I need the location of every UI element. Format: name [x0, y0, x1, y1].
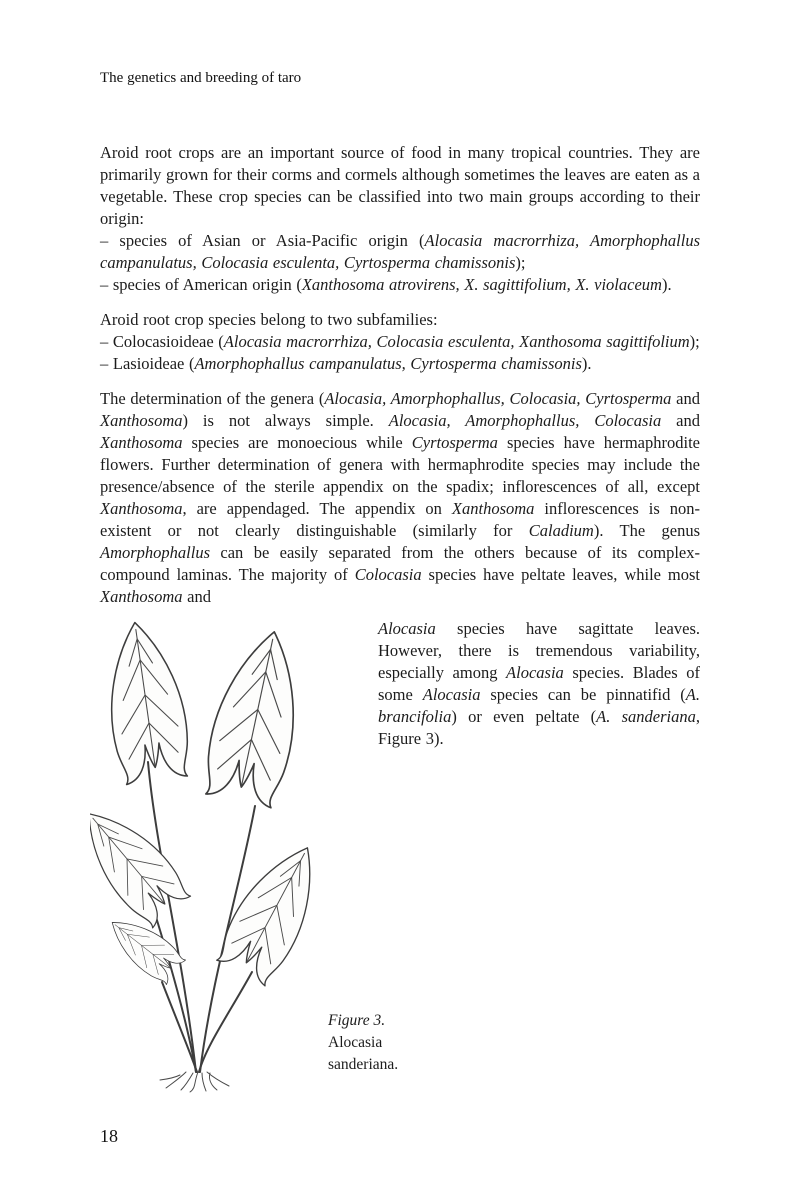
list-item-american-origin: – species of American origin (Xanthosoma atrovirens, X. sagittifolium, X. violaceum). — [100, 275, 672, 294]
figure-caption-label: Figure 3. — [328, 1012, 386, 1029]
figure-caption-genus: Alocasia — [328, 1034, 383, 1051]
paragraph-sagittate-leaves: Alocasia species have sagittate leaves. However, there is tremendous variability, especially among Alocasia species. Blades of some Alocasia species can be pinnatifid (A. brancifolia) or even peltate (A. sanderiana, Figure 3). — [378, 619, 700, 748]
list-item-colocasioideae: – Colocasioideae (Alocasia macrorrhiza, Colocasia esculenta, Xanthosoma sagittifolium); — [100, 332, 700, 351]
list-item-lasioideae: – Lasioideae (Amorphophallus campanulatus, Cyrtosperma chamissonis). — [100, 354, 592, 373]
figure-caption — [328, 1010, 398, 1076]
list-item-asian-origin: – species of Asian or Asia-Pacific origin (Alocasia macrorrhiza, Amorphophallus campanulatus, Colocasia esculenta, Cyrtosperma chamissonis); — [100, 231, 700, 272]
paragraph-genera-determination: The determination of the genera (Alocasia, Amorphophallus, Colocasia, Cyrtosperma and Xanthosoma) is not always simple. Alocasia, Amorphophallus, Colocasia and Xanthosoma species are monoecious while Cyrtosperma species have hermaphrodite flowers. Further determination of genera with hermaphrodite species may include the presence/absence of the sterile appendix on the spadix; inflorescences of all, except Xanthosoma, are appendaged. The appendix on Xanthosoma inflorescences is non-existent or not clearly distinguishable (similarly for Caladium). The genus Amorphophallus can be easily separated from the others because of its complex-compound laminas. The majority of Colocasia species have peltate leaves, while most Xanthosoma and — [100, 389, 700, 606]
paragraph-subfamilies-intro: Aroid root crop species belong to two subfamilies: — [100, 310, 438, 329]
paragraph-aroid-intro: Aroid root crops are an important source of food in many tropical countries. They are primarily grown for their corms and cormels although sometimes the leaves are eaten as a vegetable. These crop species can be classified into two main groups according to their origin: — [100, 143, 700, 228]
figure-row — [100, 618, 700, 1098]
running-header: The genetics and breeding of taro — [100, 70, 302, 86]
page-number: 18 — [100, 1126, 118, 1146]
figure-caption-species: sanderiana. — [328, 1056, 399, 1073]
page-body — [100, 142, 700, 1098]
alocasia-plant-illustration — [90, 620, 330, 1094]
